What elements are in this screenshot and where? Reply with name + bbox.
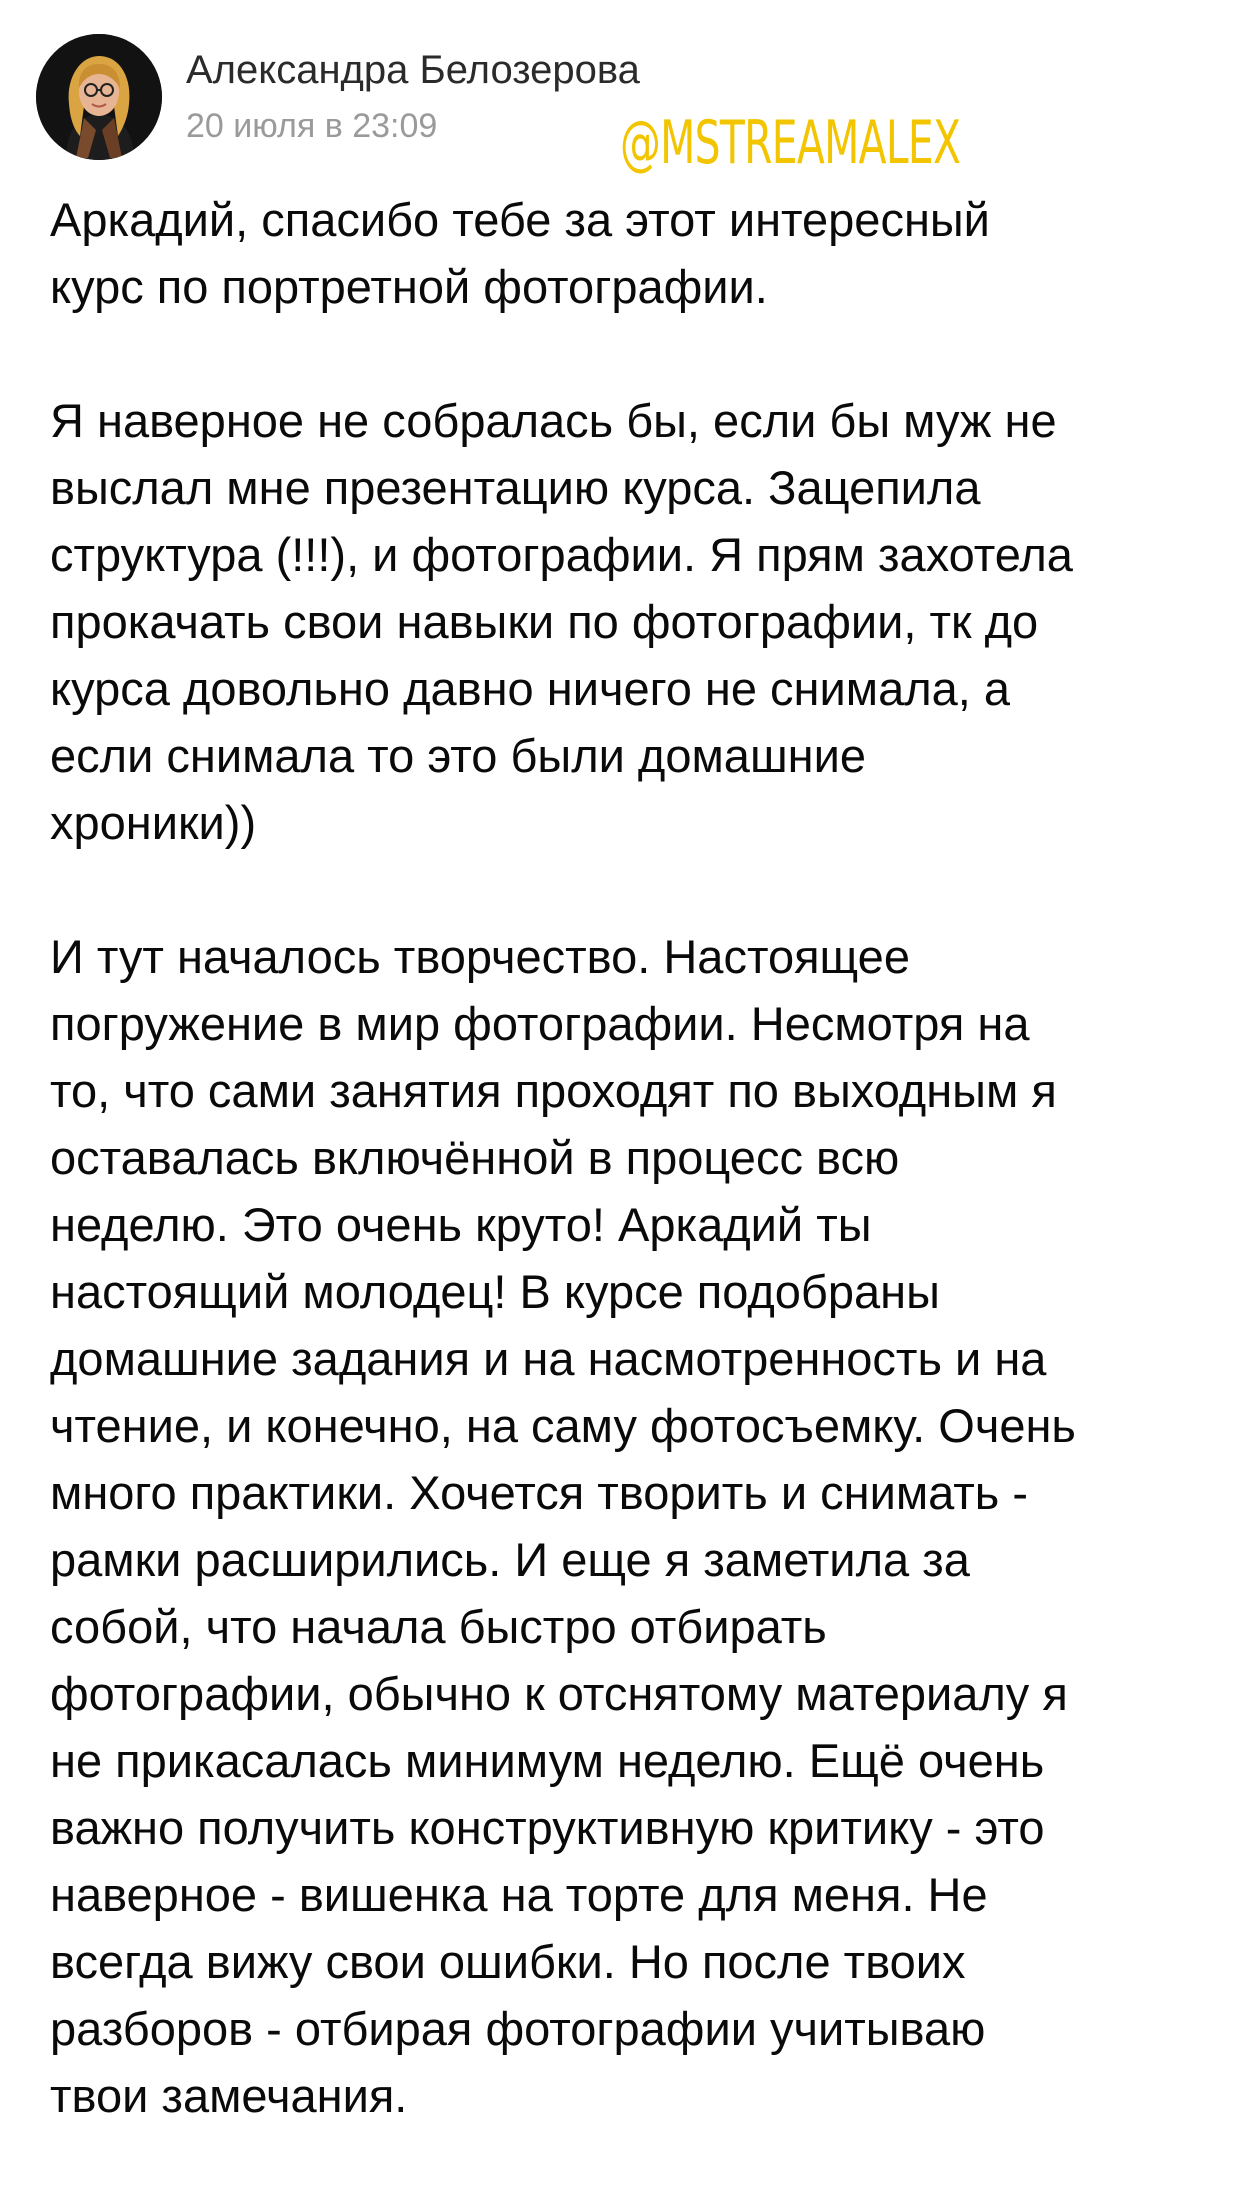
post-text [50,186,1210,2196]
avatar-photo [36,34,162,160]
post-header [0,0,1242,190]
paragraph-1: Аркадий, спасибо тебе за этот интересный курс по портретной фотографии. [50,193,990,313]
author-name[interactable]: Александра Белозерова [186,48,640,92]
paragraph-2: Я наверное не собралась бы, если бы муж не выслал мне презентацию курса. Зацепила структура (!!!), и фотографии. Я прям захотела прокачать свои навыки по фотографии, тк до курса довольно давно ничего не снимала, а если снимала то это были домашние хроники)) [50,394,1073,849]
paragraph-3: И тут началось творчество. Настоящее погружение в мир фотографии. Несмотря на то, что сами занятия проходят по выходным я оставалась включённой в процесс всю неделю. Это очень круто! Аркадий ты настоящий молодец! В курсе подобраны домашние задания и на насмотренность и на чтение, и конечно, на саму фотосъемку. Очень много практики. Хочется творить и снимать - рамки расширились. И еще я заметила за собой, что начала быстро отбирать фотографии, обычно к отснятому материалу я не прикасалась минимум неделю. Ещё очень важно получить конструктивную критику - это наверное - вишенка на торте для меня. Не всегда вижу свои ошибки. Но после твоих разборов - отбирая фотографии учитываю твои замечания. [50,930,1076,2122]
watermark: @MSTREAMALEX [620,108,961,178]
avatar[interactable] [36,34,162,160]
post-date[interactable]: 20 июля в 23:09 [186,107,438,145]
